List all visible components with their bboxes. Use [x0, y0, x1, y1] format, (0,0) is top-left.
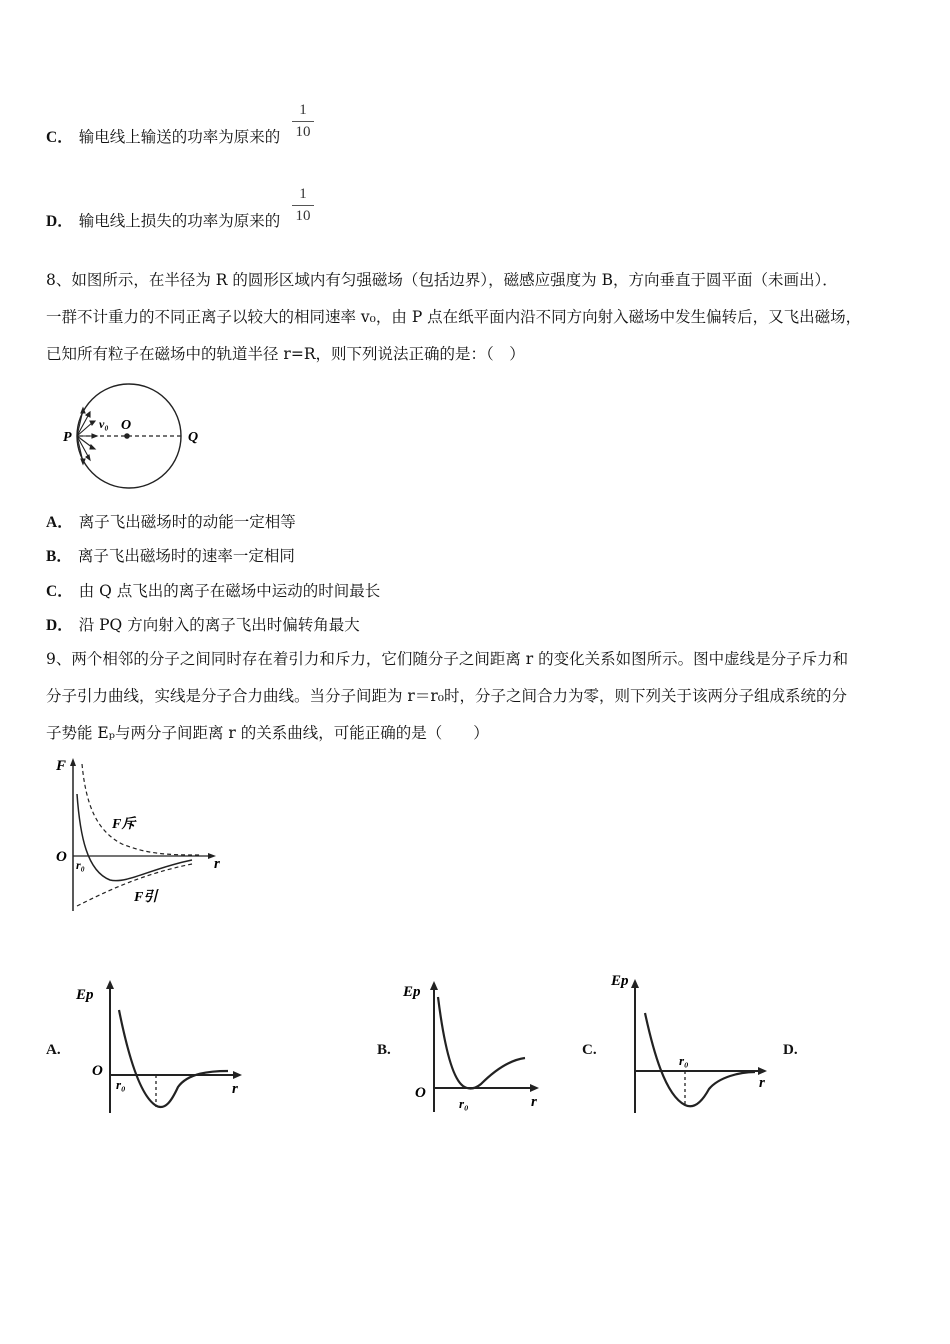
q9-option-b-graph[interactable]	[395, 972, 555, 1121]
svg-text:O: O	[415, 1085, 426, 1101]
q9-option-c-graph[interactable]	[605, 965, 775, 1119]
origin-label: O	[56, 849, 67, 865]
q9-option-d-label[interactable]: D.	[783, 1042, 798, 1058]
q9-option-b-label[interactable]: B.	[377, 1042, 391, 1058]
q9-option-a-label[interactable]: A.	[46, 1042, 61, 1058]
label-o: O	[121, 418, 132, 433]
label-q: Q	[188, 430, 199, 445]
q8-option-a[interactable]: A． 离子飞出磁场时的动能一定相等	[46, 513, 296, 531]
q8-option-d[interactable]: D． 沿 PQ 方向射入的离子飞出时偏转角最大	[46, 616, 360, 634]
q9-option-a-graph[interactable]	[70, 975, 250, 1124]
label-p: P	[63, 430, 72, 445]
x-axis-label-r: r	[214, 856, 220, 872]
svg-text:Ep: Ep	[76, 987, 94, 1003]
r0-label: r₀	[76, 858, 85, 872]
q8-option-c[interactable]: C． 由 Q 点飞出的离子在磁场中运动的时间最长	[46, 582, 381, 600]
magnetic-field-circle-figure	[55, 382, 225, 498]
svg-text:r₀: r₀	[116, 1077, 126, 1092]
attraction-label: F引	[134, 890, 158, 905]
svg-text:Ep: Ep	[611, 973, 629, 989]
svg-text:r: r	[232, 1081, 238, 1097]
q9-option-c-label[interactable]: C.	[582, 1042, 597, 1058]
svg-text:O: O	[92, 1063, 103, 1079]
force-distance-figure	[52, 756, 227, 920]
svg-text:Ep: Ep	[403, 984, 421, 1000]
svg-text:r₀: r₀	[679, 1053, 689, 1068]
svg-text:r: r	[759, 1075, 765, 1091]
svg-text:r: r	[531, 1094, 537, 1110]
question-8-stem: 8、如图所示，在半径为 R 的圆形区域内有匀强磁场（包括边界），磁感应强度为 B，方向垂直于圆平面（未画出）． 一群不计重力的不同正离子以较大的相同速率 v₀，由 P 点在纸平面内沿不同方向射入磁场中发生偏转后，又飞出磁场， 已知所有粒子在磁场中的轨道半径 r=R，则下列说法正确的是：（ ）	[46, 271, 862, 363]
repulsion-label: F斥	[112, 817, 136, 832]
option-c-prev: C． 输电线上输送的功率为原来的	[46, 128, 281, 146]
svg-text:r₀: r₀	[459, 1096, 469, 1111]
question-9-stem: 9、两个相邻的分子之间同时存在着引力和斥力，它们随分子之间距离 r 的变化关系如图所示。图中虚线是分子斥力和 分子引力曲线，实线是分子合力曲线。当分子间距为 r＝r₀时，分子之间合力为零，则下列关于该两分子组成系统的分 子势能 Eₚ与两分子间距离 r 的关系曲线，可能正确的是（ ）	[46, 650, 849, 742]
y-axis-label-f: F	[56, 758, 67, 774]
q8-option-b[interactable]: B． 离子飞出磁场时的速率一定相同	[46, 547, 295, 565]
option-d-prev: D． 输电线上损失的功率为原来的	[46, 212, 281, 230]
fraction-one-tenth: $\frac{1}{10}$	[292, 186, 314, 225]
fraction-one-tenth: $\frac{1}{10}$	[292, 102, 314, 141]
label-v0: v₀	[99, 417, 109, 431]
